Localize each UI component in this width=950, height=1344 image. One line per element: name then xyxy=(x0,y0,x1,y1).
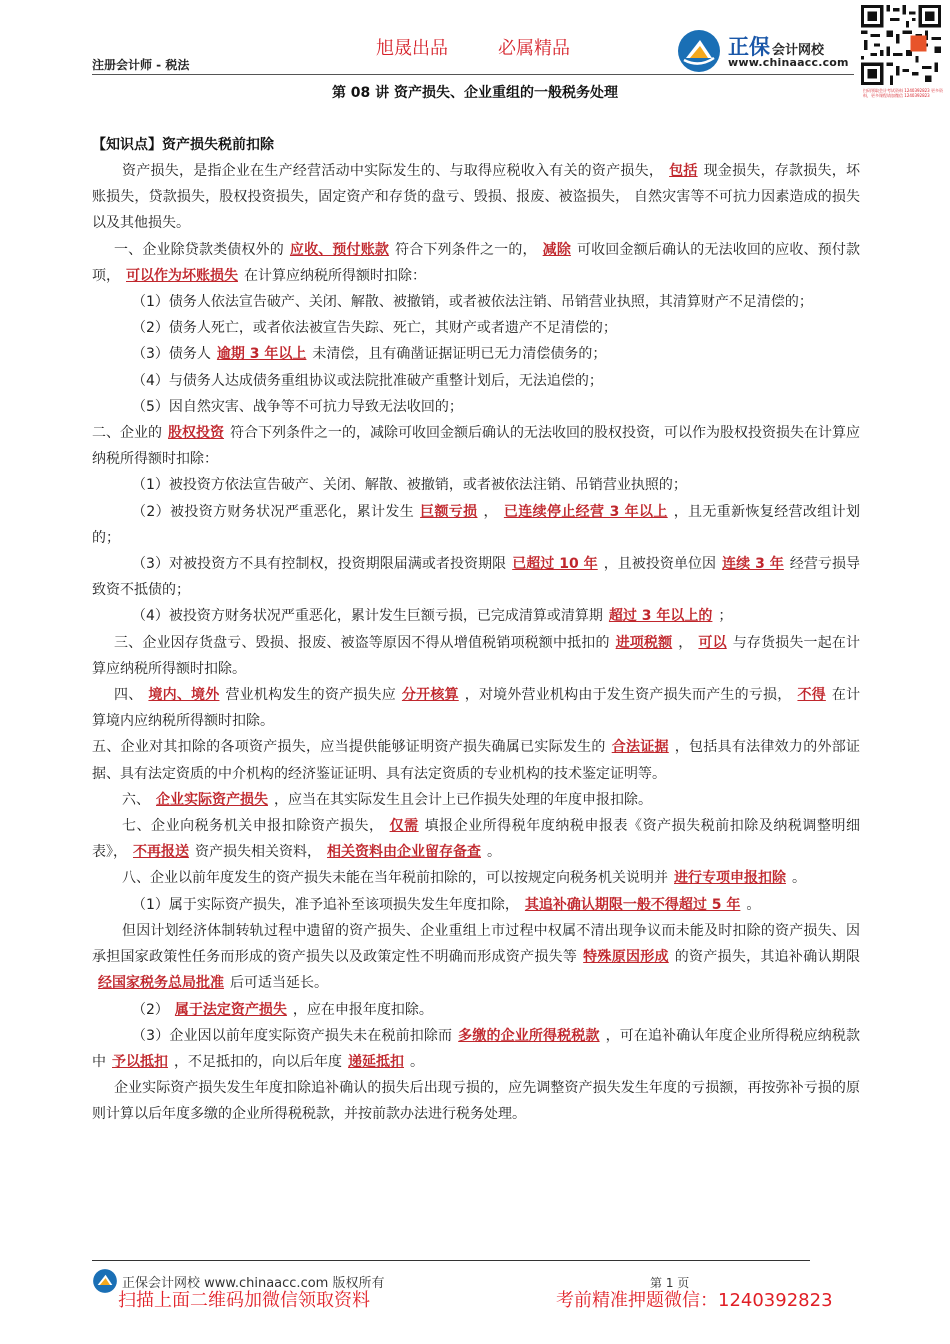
paragraph-loss-adjustment: 企业实际资产损失发生年度扣除追补确认的损失后出现亏损的，应先调整资产损失发生年度的亏损额，再按弥补亏损的原则计算以后年度多缴的企业所得税税款，并按前款办法进行税务处理。 xyxy=(92,1080,860,1123)
list-item: （4）与债务人达成债务重组协议或法院批准破产重整计划后，无法追偿的； xyxy=(132,372,603,389)
paragraph-definition: 资产损失，是指企业在生产经营活动中实际发生的、与取得应税收入有关的资产损失， 包括 现金损失，存款损失，坏账损失，贷款损失，股权投资损失，固定资产和存货的盘亏、毁损、报废、被盗损失， 自然灾害等不可抗力因素造成的损失以及其他损失。 xyxy=(92,163,861,232)
page-title: 第 08 讲 资产损失、企业重组的一般税务处理 xyxy=(331,85,619,101)
paragraph-declaration: 七、企业向税务机关申报扣除资产损失， 仅需 填报企业所得税年度纳税申报表《资产损失税前扣除及纳税调整明细表》， 不再报送 资产损失相关资料， 相关资料由企业留存备查 。 xyxy=(92,818,861,861)
list-item: （2）被投资方财务状况严重恶化，累计发生 巨额亏损 ， 已连续停止经营 3 年以上 ，且无重新恢复经营改组计划的； xyxy=(92,503,861,546)
course-label: 注册会计师 - 税法 xyxy=(92,58,190,72)
brand-logo xyxy=(676,28,858,76)
list-item: （3）企业因以前年度实际资产损失未在税前扣除而 多缴的企业所得税税款 ，可在追补确认年度企业所得税应纳税款中 予以抵扣 ，不足抵扣的，向以后年度 递延抵扣 。 xyxy=(92,1027,861,1070)
paragraph-evidence: 五、企业对其扣除的各项资产损失，应当提供能够证明资产损失确属已实际发生的 合法证据 ，包括具有法律效力的外部证据、具有法定资质的中介机构的经济鉴证证明、具有法定资质的专业机构的技术鉴定证明等。 xyxy=(92,739,861,782)
paragraph-receivables: 一、企业除贷款类债权外的 应收、预付账款 符合下列条件之一的， 减除 可收回金额后确认的无法收回的应收、预付款项， 可以作为坏账损失 在计算应纳税所得额时扣除： xyxy=(92,241,861,284)
paragraph-inventory: 三、企业因存货盘亏、毁损、报废、被盗等原因不得从增值税销项税额中抵扣的 进项税额 ， 可以 与存货损失一起在计算应纳税所得额时扣除。 xyxy=(92,634,861,677)
list-item: （1）属于实际资产损失，准予追补至该项损失发生年度扣除， 其追补确认期限一般不得超过 5 年 。 xyxy=(132,896,761,913)
footer-scan-banner: 扫描上面二维码加微信领取资料 xyxy=(118,1290,370,1311)
footer-wechat-banner: 考前精准押题微信：1240392823 xyxy=(556,1290,833,1311)
list-item: （3）对被投资方不具有控制权，投资期限届满或者投资期限 已超过 10 年 ，且被投资单位因 连续 3 年 经营亏损导致资不抵债的； xyxy=(92,556,861,599)
logo-name: 正保 会计网校 xyxy=(728,35,825,59)
list-item: （4）被投资方财务状况严重恶化，累计发生巨额亏损，已完成清算或清算期 超过 3 年以上的 ； xyxy=(132,608,733,625)
qr-note: 扫码领取会计考试资料 1240392823 更多资料，更多课程请加微信 1240392823 xyxy=(863,88,943,98)
list-item: （2）债务人死亡，或者依法被宣告失踪、死亡，其财产或者遗产不足清偿的； xyxy=(132,320,617,337)
header-slogan-left: 旭晟出品 xyxy=(376,38,448,59)
footer-logo-icon xyxy=(92,1268,118,1294)
section-heading: 【知识点】资产损失税前扣除 xyxy=(92,137,274,153)
paragraph-domestic-foreign: 四、 境内、境外 营业机构发生的资产损失应 分开核算 ，对境外营业机构由于发生资产损失而产生的亏损， 不得 在计算境内应纳税所得额时扣除。 xyxy=(92,687,861,730)
qr-code-icon xyxy=(861,4,941,86)
logo-emblem-icon xyxy=(676,28,722,74)
footer-divider xyxy=(92,1260,810,1261)
paragraph-special-reasons: 但因计划经济体制转轨过程中遗留的资产损失、企业重组上市过程中权属不清出现争议而未能及时扣除的资产损失、因承担国家政策性任务而形成的资产损失以及政策定性不明确而形成资产损失等 特殊原因形成 的资产损失，其追补确认期限经国家税务总局批准 后可适当延长。 xyxy=(92,922,861,992)
page-number: 第 1 页 xyxy=(650,1276,690,1290)
header-slogan-right: 必属精品 xyxy=(498,38,570,59)
list-item: （5）因自然灾害、战争等不可抗力导致无法收回的； xyxy=(132,398,463,415)
paragraph-equity-investment: 二、企业的 股权投资 符合下列条件之一的，减除可收回金额后确认的无法收回的股权投资，可以作为股权投资损失在计算应纳税所得额时扣除： xyxy=(92,425,860,468)
list-item: （3）债务人 逾期 3 年以上 未清偿，且有确凿证据证明已无力清偿债务的； xyxy=(132,346,607,363)
footer-copyright: 正保会计网校 www.chinaacc.com 版权所有 xyxy=(122,1276,385,1291)
paragraph-prior-years: 八、企业以前年度发生的资产损失未能在当年税前扣除的，可以按规定向税务机关说明并 进行专项申报扣除 。 xyxy=(122,870,806,887)
list-item: （2） 属于法定资产损失 ，应在申报年度扣除。 xyxy=(132,1001,433,1018)
list-item: （1）被投资方依法宣告破产、关闭、解散、被撤销，或者被依法注销、吊销营业执照的； xyxy=(132,477,687,494)
logo-url: www.chinaacc.com xyxy=(728,56,849,69)
paragraph-actual-loss: 六、 企业实际资产损失 ，应当在其实际发生且会计上已作损失处理的年度申报扣除。 xyxy=(122,791,652,808)
list-item: （1）债务人依法宣告破产、关闭、解散、被撤销，或者被依法注销、吊销营业执照，其清算财产不足清偿的； xyxy=(132,294,813,311)
document-body xyxy=(92,132,860,1128)
